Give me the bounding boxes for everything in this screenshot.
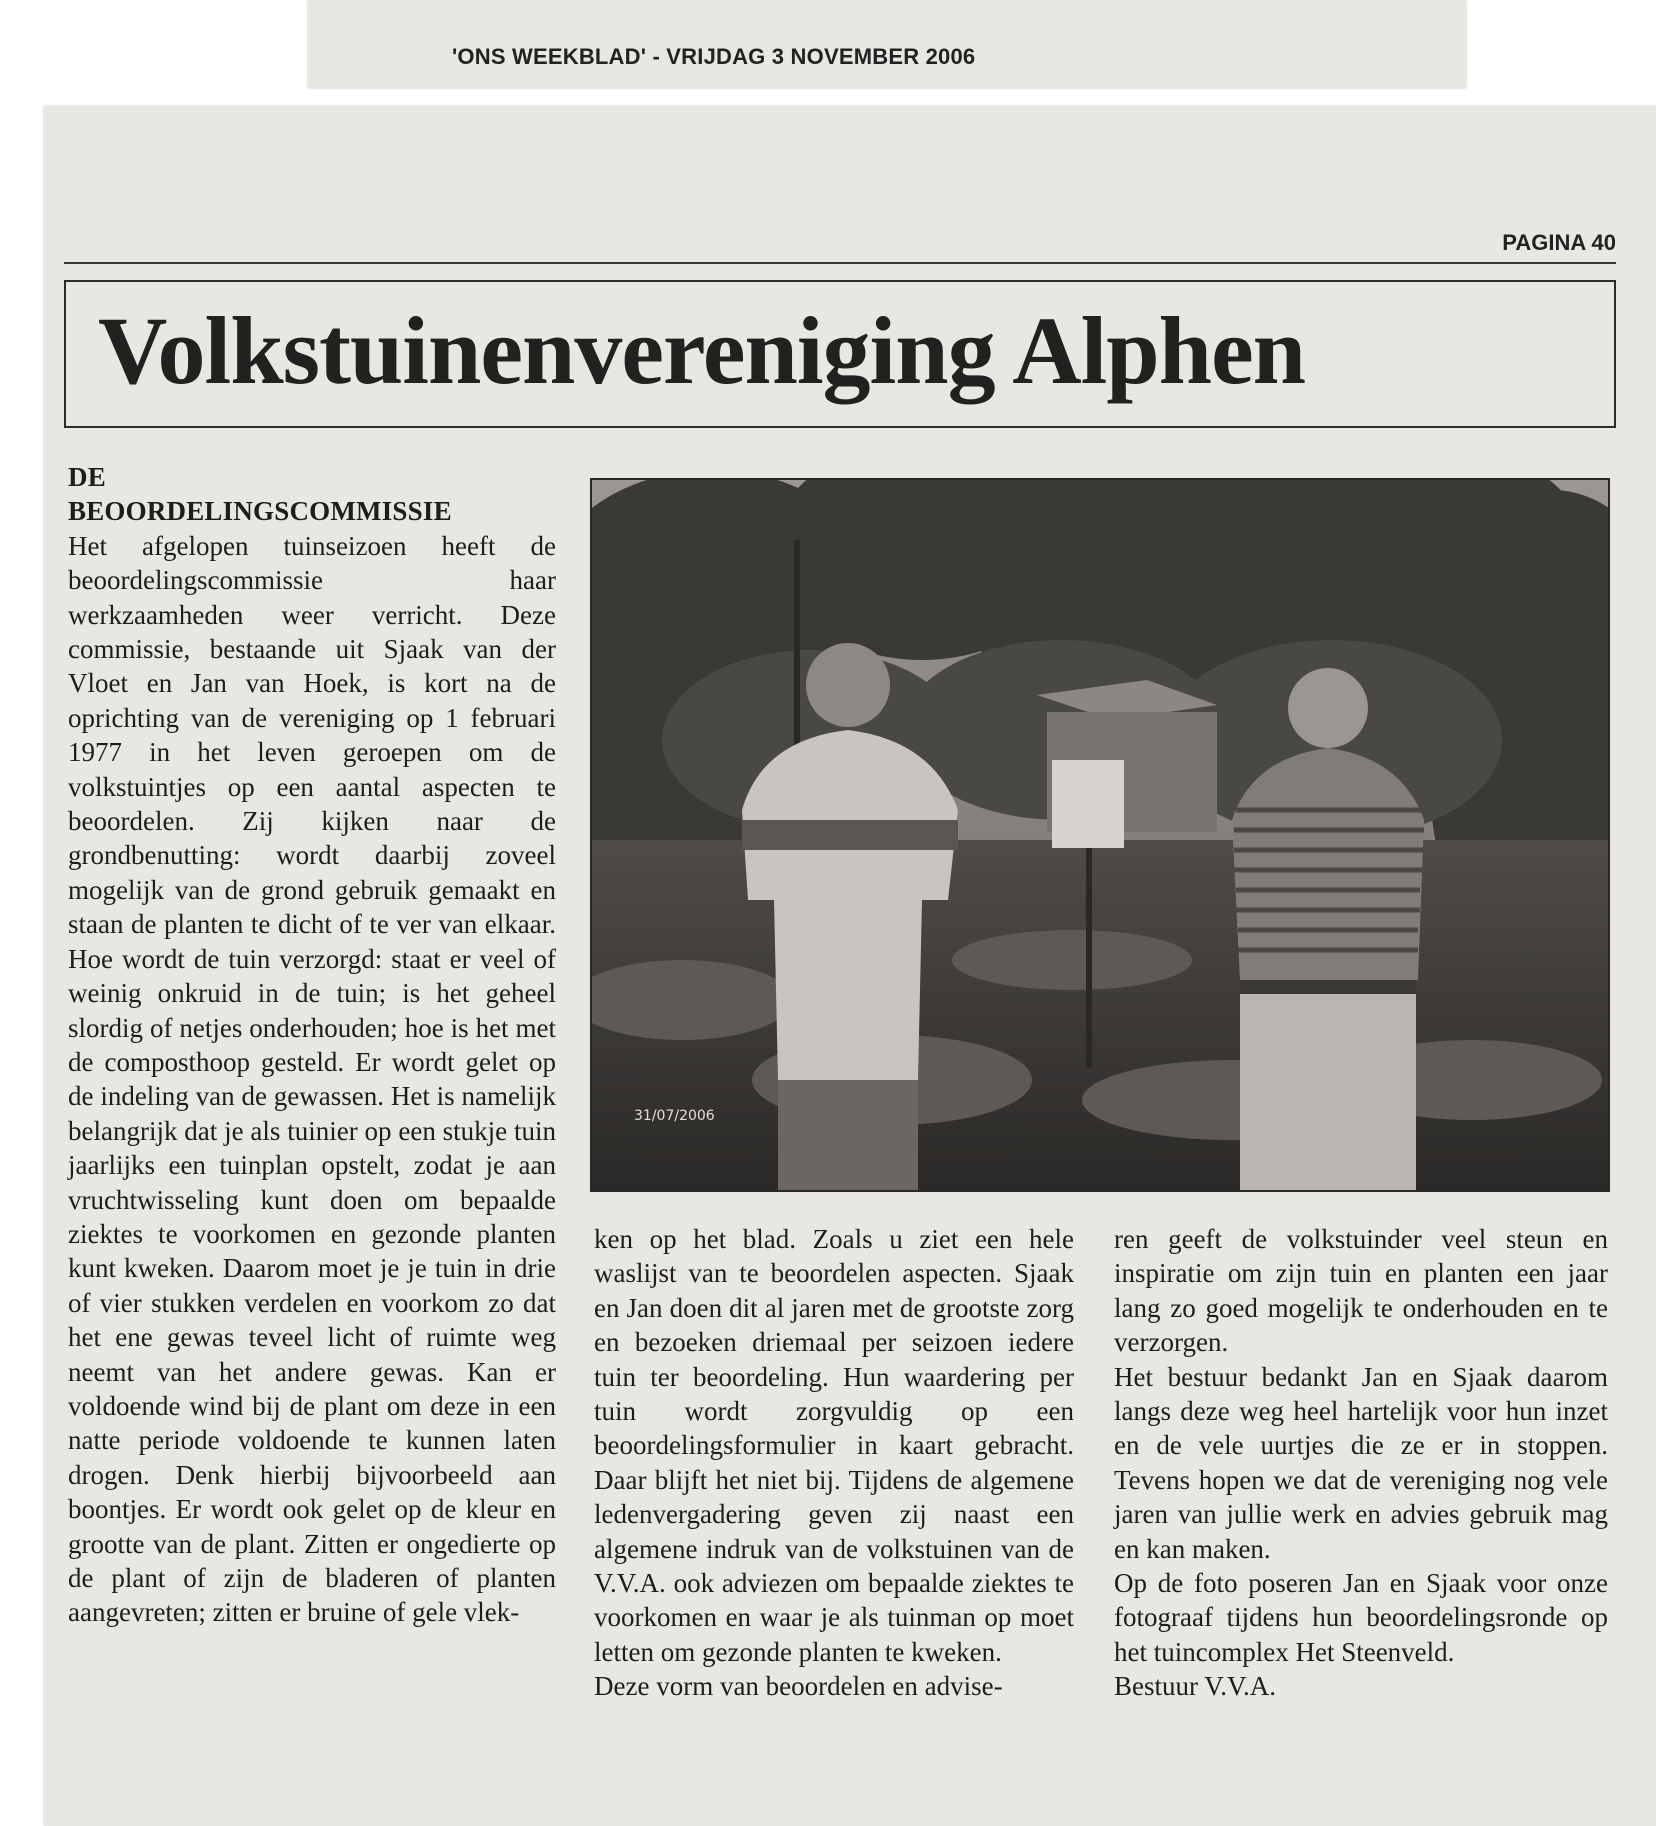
page-number: PAGINA 40 bbox=[1502, 230, 1616, 255]
garden-photo-illustration bbox=[592, 480, 1608, 1190]
section-heading-line-2: BEOORDELINGSCOMMISSIE bbox=[68, 496, 452, 527]
article-column-3 bbox=[1114, 1222, 1608, 1704]
masthead: 'ONS WEEKBLAD' - VRIJDAG 3 NOVEMBER 2006 bbox=[452, 44, 976, 69]
headline-box bbox=[64, 280, 1616, 428]
column-3-paragraph-2: Het bestuur bedankt Jan en Sjaak daarom langs deze weg heel hartelijk voor hun inzet en de vele uurtjes die ze er in stoppen. Tevens hopen we dat de vereniging nog vele jaren van jullie werk en advies gebruik mag en kan maken. bbox=[1114, 1361, 1608, 1564]
column-2-paragraph-1: ken op het blad. Zoals u ziet een hele waslijst van te beoordelen aspecten. Sjaak en Jan doen dit al jaren met de grootste zorg en bezoeken driemaal per seizoen iedere tuin ter beoordeling. Hun waardering per tuin wordt zorgvuldig op een beoordelingsformulier in kaart gebracht. Daar blijft het niet bij. Tijdens de algemene ledenvergadering geven zij naast een algemene indruk van de volkstuinen van de V.V.A. ook adviezen om bepaalde ziektes te voorkomen en waar je als tuinman op moet letten om gezonde planten te kweken. bbox=[594, 1224, 1074, 1667]
signature: Bestuur V.V.A. bbox=[1114, 1671, 1277, 1702]
column-2-paragraph-2: Deze vorm van beoordelen en advise- bbox=[594, 1671, 1003, 1702]
article-photo bbox=[590, 478, 1610, 1192]
article-headline: Volkstuinenvereniging Alphen bbox=[98, 297, 1306, 404]
article-column-2 bbox=[594, 1222, 1074, 1704]
section-heading-line-1: DE bbox=[68, 462, 106, 492]
photo-date-stamp: 31/07/2006 bbox=[634, 1108, 715, 1124]
column-3-paragraph-3: Op de foto poseren Jan en Sjaak voor onze fotograaf tijdens hun beoordelingsronde op het tuincomplex Het Steenveld. bbox=[1114, 1568, 1608, 1667]
column-1-text: Het afgelopen tuinseizoen heeft de beoordelingscommissie haar werkzaamheden weer verricht. Deze commissie, bestaande uit Sjaak van der Vloet en Jan van Hoek, is kort na de oprichting van de vereniging op 1 februari 1977 in het leven geroepen om de volkstuintjes op een aantal aspecten te beoordelen. Zij kijken naar de grondbenutting: wordt daarbij zoveel mogelijk van de grond gebruik gemaakt en staan de planten te dicht of te ver van elkaar. Hoe wordt de tuin verzorgd: staat er veel of weinig onkruid in de tuin; is het geheel slordig of netjes onderhouden; hoe is het met de composthoop gesteld. Er wordt gelet op de indeling van de gewassen. Het is namelijk belangrijk dat je als tuinier op een stukje tuin jaarlijks een tuinplan opstelt, zodat je aan vruchtwisseling kunt doen om bepaalde ziektes te voorkomen en gezonde planten kunt kweken. Daarom moet je je tuin in drie of vier stukken verdelen en voorkom zo dat het ene gewas teveel licht of ruimte weg neemt van het andere gewas. Kan er voldoende wind bij de plant om deze in een natte periode voldoende te kunnen laten drogen. Denk hierbij bijvoorbeeld aan boontjes. Er wordt ook gelet op de kleur en grootte van de plant. Zitten er ongedierte op de plant of zijn de bladeren of planten aangevreten; zitten er bruine of gele vlek- bbox=[68, 530, 556, 1628]
header-rule bbox=[64, 262, 1616, 264]
article-column-1 bbox=[68, 460, 556, 1630]
column-3-paragraph-1: ren geeft de volkstuinder veel steun en inspiratie om zijn tuin en planten een jaar lang zo goed mogelijk te onderhouden en te verzorgen. bbox=[1114, 1224, 1608, 1358]
